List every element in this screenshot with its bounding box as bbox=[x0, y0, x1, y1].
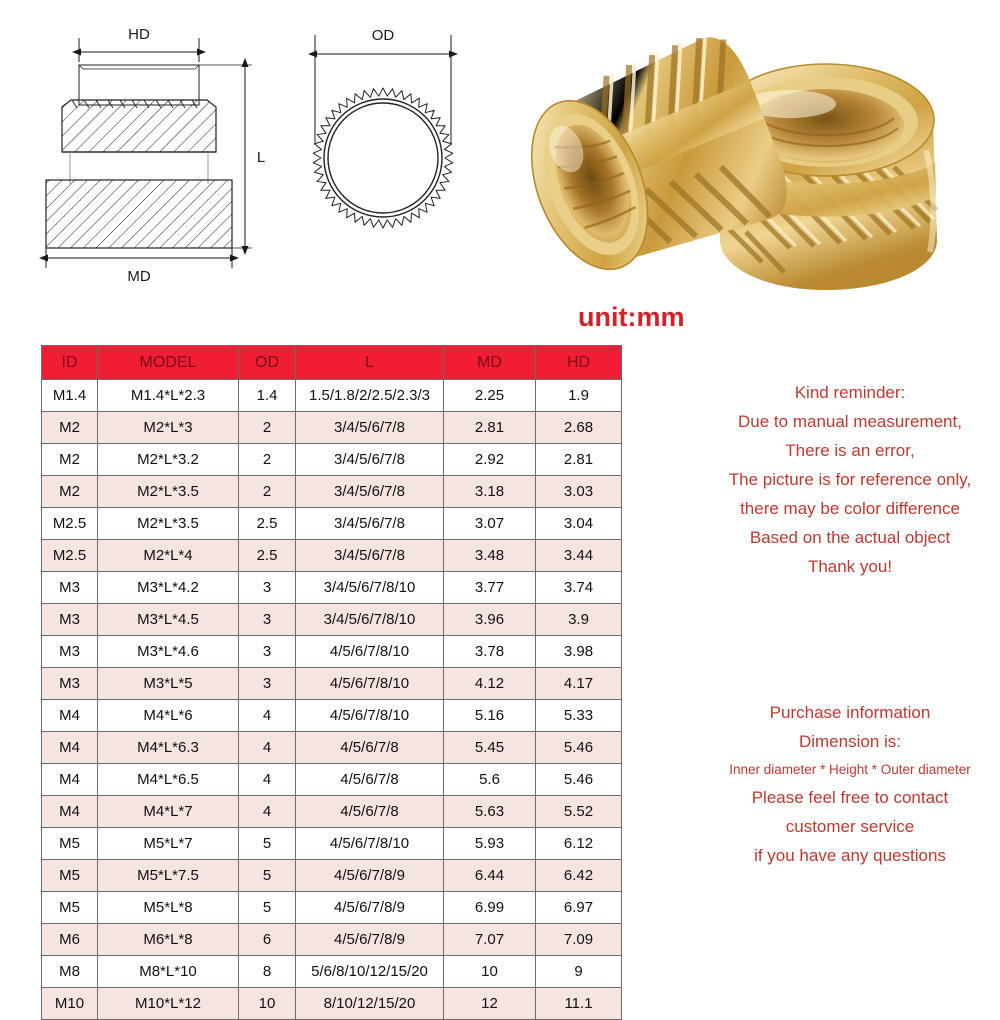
table-row bbox=[42, 892, 622, 924]
cell-model: M4*L*7 bbox=[98, 796, 239, 828]
cell-hd: 5.46 bbox=[536, 732, 622, 764]
cell-hd: 3.44 bbox=[536, 540, 622, 572]
cell-hd: 3.04 bbox=[536, 508, 622, 540]
note-line: Dimension is: bbox=[798, 732, 902, 751]
cell-md: 3.18 bbox=[444, 476, 536, 508]
cell-hd: 2.68 bbox=[536, 412, 622, 444]
cell-od: 4 bbox=[239, 700, 296, 732]
cell-model: M5*L*7 bbox=[98, 828, 239, 860]
cell-md: 10 bbox=[444, 956, 536, 988]
table-header-row bbox=[42, 346, 622, 380]
table-row bbox=[42, 412, 622, 444]
cell-od: 5 bbox=[239, 860, 296, 892]
note-line: Kind reminder: bbox=[794, 383, 906, 402]
table-row bbox=[42, 668, 622, 700]
cell-od: 1.4 bbox=[239, 380, 296, 412]
cell-hd: 5.52 bbox=[536, 796, 622, 828]
cell-l: 4/5/6/7/8/10 bbox=[296, 828, 444, 860]
cell-hd: 3.98 bbox=[536, 636, 622, 668]
svg-text:L: L bbox=[256, 149, 266, 166]
table-row bbox=[42, 956, 622, 988]
column-header-md: MD bbox=[444, 346, 536, 380]
table-row bbox=[42, 380, 622, 412]
cell-md: 6.44 bbox=[444, 860, 536, 892]
cell-l: 3/4/5/6/7/8 bbox=[296, 508, 444, 540]
cell-hd: 5.33 bbox=[536, 700, 622, 732]
cell-model: M2*L*4 bbox=[98, 540, 239, 572]
note-line: Due to manual measurement, bbox=[738, 412, 962, 431]
cell-id: M2.5 bbox=[42, 540, 98, 572]
cell-id: M2 bbox=[42, 476, 98, 508]
cell-md: 5.45 bbox=[444, 732, 536, 764]
cell-hd: 9 bbox=[536, 956, 622, 988]
cell-model: M2*L*3 bbox=[98, 412, 239, 444]
cell-model: M8*L*10 bbox=[98, 956, 239, 988]
cell-od: 5 bbox=[239, 828, 296, 860]
note-line: Based on the actual object bbox=[749, 528, 951, 547]
cell-model: M5*L*8 bbox=[98, 892, 239, 924]
column-header-id: ID bbox=[42, 346, 98, 380]
cell-od: 5 bbox=[239, 892, 296, 924]
cell-od: 4 bbox=[239, 764, 296, 796]
cell-id: M10 bbox=[42, 988, 98, 1020]
cell-id: M3 bbox=[42, 604, 98, 636]
cell-md: 5.6 bbox=[444, 764, 536, 796]
cell-model: M2*L*3.5 bbox=[98, 508, 239, 540]
cell-od: 8 bbox=[239, 956, 296, 988]
cell-l: 4/5/6/7/8 bbox=[296, 764, 444, 796]
cell-id: M2 bbox=[42, 444, 98, 476]
cell-od: 2 bbox=[239, 444, 296, 476]
cell-id: M2 bbox=[42, 412, 98, 444]
cross-section-view bbox=[46, 26, 265, 285]
table-row bbox=[42, 796, 622, 828]
cell-l: 4/5/6/7/8/10 bbox=[296, 700, 444, 732]
cell-model: M4*L*6.5 bbox=[98, 764, 239, 796]
table-row bbox=[42, 636, 622, 668]
cell-od: 10 bbox=[239, 988, 296, 1020]
cell-model: M1.4*L*2.3 bbox=[98, 380, 239, 412]
top-view bbox=[313, 27, 453, 228]
cell-md: 5.93 bbox=[444, 828, 536, 860]
svg-text:OD: OD bbox=[371, 27, 395, 44]
cell-l: 3/4/5/6/7/8 bbox=[296, 540, 444, 572]
cell-id: M1.4 bbox=[42, 380, 98, 412]
cell-hd: 11.1 bbox=[536, 988, 622, 1020]
cell-l: 4/5/6/7/8 bbox=[296, 732, 444, 764]
cell-hd: 4.17 bbox=[536, 668, 622, 700]
cell-l: 1.5/1.8/2/2.5/2.3/3 bbox=[296, 380, 444, 412]
cell-model: M2*L*3.5 bbox=[98, 476, 239, 508]
note-line: if you have any questions bbox=[754, 846, 946, 865]
cell-md: 3.48 bbox=[444, 540, 536, 572]
cell-hd: 5.46 bbox=[536, 764, 622, 796]
svg-text:MD: MD bbox=[127, 268, 151, 285]
cell-id: M5 bbox=[42, 828, 98, 860]
cell-l: 3/4/5/6/7/8 bbox=[296, 444, 444, 476]
cell-hd: 3.9 bbox=[536, 604, 622, 636]
note-line: Inner diameter * Height * Outer diameter bbox=[729, 762, 971, 777]
cell-md: 12 bbox=[444, 988, 536, 1020]
cell-od: 4 bbox=[239, 732, 296, 764]
note-line: customer service bbox=[785, 817, 915, 836]
cell-id: M6 bbox=[42, 924, 98, 956]
cell-model: M3*L*4.6 bbox=[98, 636, 239, 668]
cell-hd: 6.12 bbox=[536, 828, 622, 860]
cell-model: M4*L*6.3 bbox=[98, 732, 239, 764]
cell-id: M3 bbox=[42, 636, 98, 668]
cell-id: M5 bbox=[42, 860, 98, 892]
cell-l: 4/5/6/7/8/9 bbox=[296, 924, 444, 956]
cell-id: M2.5 bbox=[42, 508, 98, 540]
cell-od: 6 bbox=[239, 924, 296, 956]
table-row bbox=[42, 572, 622, 604]
cell-hd: 3.03 bbox=[536, 476, 622, 508]
cell-l: 4/5/6/7/8/9 bbox=[296, 892, 444, 924]
technical-drawings bbox=[0, 0, 490, 295]
cell-id: M4 bbox=[42, 764, 98, 796]
cell-od: 4 bbox=[239, 796, 296, 828]
cell-l: 4/5/6/7/8/10 bbox=[296, 668, 444, 700]
note-line: Thank you! bbox=[807, 557, 893, 576]
cell-od: 3 bbox=[239, 668, 296, 700]
cell-model: M5*L*7.5 bbox=[98, 860, 239, 892]
cell-md: 4.12 bbox=[444, 668, 536, 700]
table-row bbox=[42, 764, 622, 796]
cell-l: 4/5/6/7/8/9 bbox=[296, 860, 444, 892]
column-header-model: MODEL bbox=[98, 346, 239, 380]
cell-hd: 7.09 bbox=[536, 924, 622, 956]
cell-od: 3 bbox=[239, 636, 296, 668]
table-row bbox=[42, 860, 622, 892]
cell-model: M4*L*6 bbox=[98, 700, 239, 732]
cell-od: 2 bbox=[239, 476, 296, 508]
table-row bbox=[42, 540, 622, 572]
cell-l: 5/6/8/10/12/15/20 bbox=[296, 956, 444, 988]
cell-model: M10*L*12 bbox=[98, 988, 239, 1020]
cell-model: M3*L*4.5 bbox=[98, 604, 239, 636]
cell-model: M2*L*3.2 bbox=[98, 444, 239, 476]
cell-od: 3 bbox=[239, 572, 296, 604]
note-line: Please feel free to contact bbox=[751, 788, 949, 807]
purchase-information-note bbox=[700, 698, 1000, 870]
cell-od: 2 bbox=[239, 412, 296, 444]
cell-md: 2.92 bbox=[444, 444, 536, 476]
table-row bbox=[42, 828, 622, 860]
cell-l: 3/4/5/6/7/8 bbox=[296, 412, 444, 444]
cell-id: M3 bbox=[42, 572, 98, 604]
cell-id: M5 bbox=[42, 892, 98, 924]
cell-l: 3/4/5/6/7/8 bbox=[296, 476, 444, 508]
note-line: there may be color difference bbox=[740, 499, 960, 518]
cell-model: M3*L*5 bbox=[98, 668, 239, 700]
cell-hd: 3.74 bbox=[536, 572, 622, 604]
cell-l: 4/5/6/7/8 bbox=[296, 796, 444, 828]
cell-md: 3.07 bbox=[444, 508, 536, 540]
cell-md: 3.78 bbox=[444, 636, 536, 668]
note-line: The picture is for reference only, bbox=[728, 470, 972, 489]
note-line: Purchase information bbox=[769, 703, 931, 722]
table-row bbox=[42, 988, 622, 1020]
unit-label: unit:mm bbox=[578, 302, 685, 332]
cell-hd: 6.42 bbox=[536, 860, 622, 892]
table-row bbox=[42, 924, 622, 956]
note-line: There is an error, bbox=[785, 441, 915, 460]
cell-id: M3 bbox=[42, 668, 98, 700]
table-row bbox=[42, 476, 622, 508]
specification-table bbox=[41, 345, 621, 1020]
cell-l: 3/4/5/6/7/8/10 bbox=[296, 572, 444, 604]
table-row bbox=[42, 444, 622, 476]
cell-md: 3.96 bbox=[444, 604, 536, 636]
cell-md: 2.25 bbox=[444, 380, 536, 412]
cell-md: 2.81 bbox=[444, 412, 536, 444]
cell-hd: 2.81 bbox=[536, 444, 622, 476]
cell-md: 6.99 bbox=[444, 892, 536, 924]
product-photo bbox=[490, 0, 1000, 300]
cell-od: 2.5 bbox=[239, 540, 296, 572]
cell-id: M8 bbox=[42, 956, 98, 988]
svg-text:HD: HD bbox=[128, 26, 150, 43]
table-row bbox=[42, 604, 622, 636]
cell-id: M4 bbox=[42, 732, 98, 764]
cell-md: 5.63 bbox=[444, 796, 536, 828]
cell-od: 3 bbox=[239, 604, 296, 636]
cell-md: 5.16 bbox=[444, 700, 536, 732]
cell-l: 3/4/5/6/7/8/10 bbox=[296, 604, 444, 636]
table-row bbox=[42, 700, 622, 732]
column-header-od: OD bbox=[239, 346, 296, 380]
cell-l: 8/10/12/15/20 bbox=[296, 988, 444, 1020]
column-header-l: L bbox=[296, 346, 444, 380]
cell-hd: 1.9 bbox=[536, 380, 622, 412]
cell-hd: 6.97 bbox=[536, 892, 622, 924]
cell-id: M4 bbox=[42, 700, 98, 732]
cell-md: 3.77 bbox=[444, 572, 536, 604]
table-row bbox=[42, 732, 622, 764]
cell-model: M6*L*8 bbox=[98, 924, 239, 956]
cell-id: M4 bbox=[42, 796, 98, 828]
cell-model: M3*L*4.2 bbox=[98, 572, 239, 604]
cell-od: 2.5 bbox=[239, 508, 296, 540]
cell-l: 4/5/6/7/8/10 bbox=[296, 636, 444, 668]
cell-md: 7.07 bbox=[444, 924, 536, 956]
column-header-hd: HD bbox=[536, 346, 622, 380]
table-row bbox=[42, 508, 622, 540]
kind-reminder-note bbox=[700, 378, 1000, 581]
